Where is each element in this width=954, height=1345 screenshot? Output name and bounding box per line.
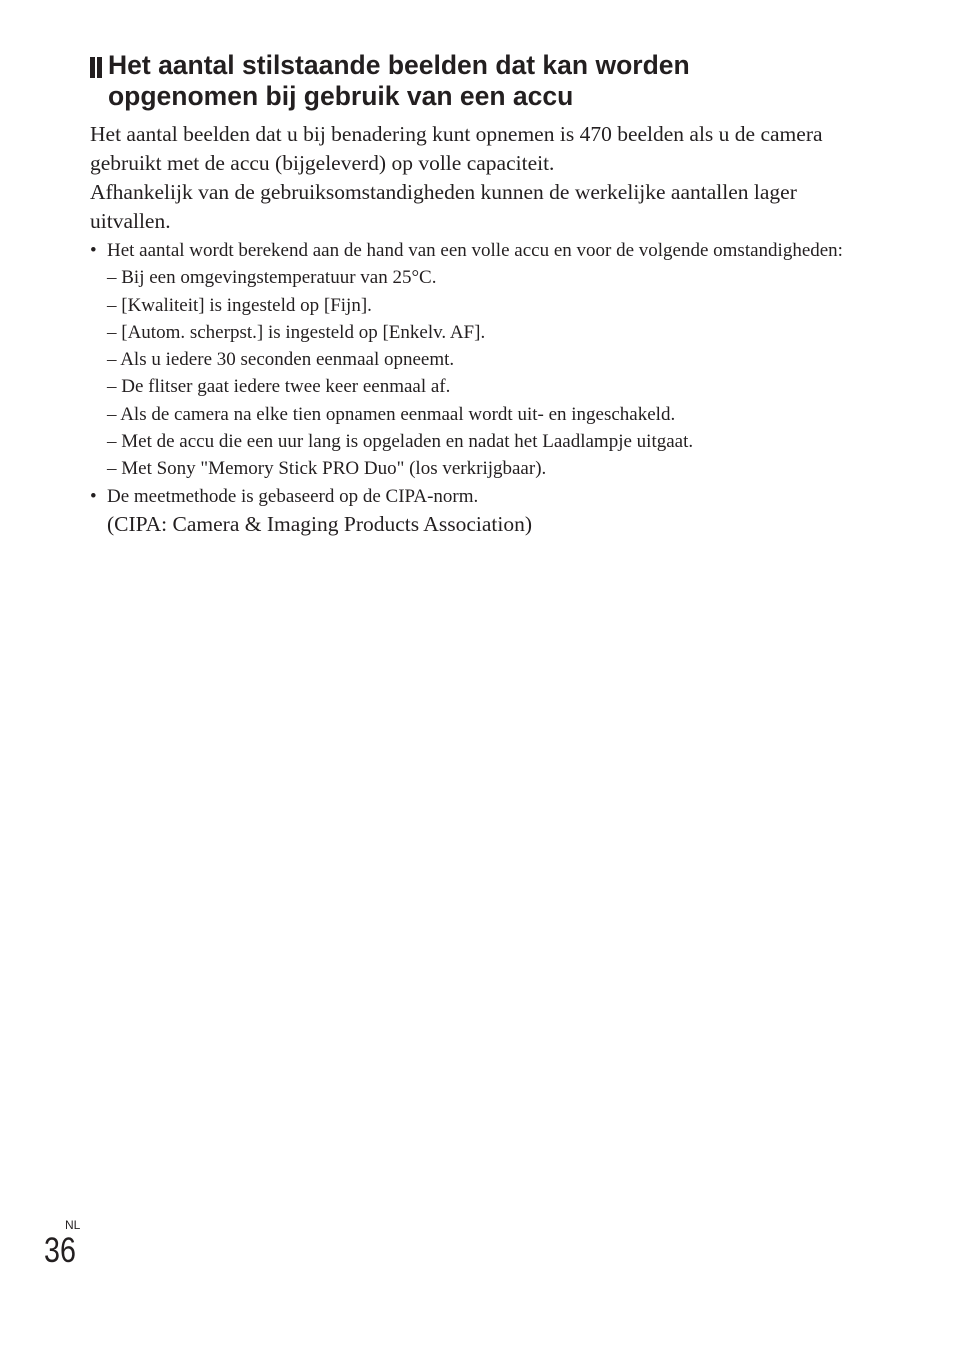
condition-item: – Als u iedere 30 seconden eenmaal opneemt.: [107, 349, 455, 371]
heading-marker-icon: [90, 57, 102, 78]
bullet-item-method: [90, 483, 850, 539]
condition-item: – Met Sony "Memory Stick PRO Duo" (los verkrijgbaar).: [107, 458, 547, 480]
condition-item: – Als de camera na elke tien opnamen eenmaal wordt uit- en ingeschakeld.: [107, 403, 676, 425]
bullet-item-calculation: [90, 237, 850, 483]
page-number: 36: [44, 1231, 76, 1270]
section-heading: [108, 50, 850, 112]
language-code: NL: [65, 1218, 81, 1232]
bullet-dot-icon: •: [90, 485, 97, 507]
section-header: [90, 50, 850, 112]
condition-item: – Bij een omgevingstemperatuur van 25°C.: [107, 267, 437, 289]
body-text: [90, 120, 850, 539]
bullet-text: Het aantal wordt berekend aan de hand van een volle accu en voor de volgende omstandigheden:: [107, 240, 843, 261]
paragraph-shot-count: Het aantal beelden dat u bij benadering kunt opnemen is 470 beelden als u de camera gebruikt met de accu (bijgeleverd) op volle capaciteit.: [90, 122, 823, 175]
condition-item: – [Autom. scherpst.] is ingesteld op [Enkelv. AF].: [107, 321, 486, 343]
cipa-note: (CIPA: Camera & Imaging Products Association): [107, 511, 532, 536]
heading-line-1: Het aantal stilstaande beelden dat kan worden: [108, 50, 690, 80]
bullet-dot-icon: •: [90, 240, 97, 261]
conditions-list: [107, 264, 850, 482]
condition-item: – Met de accu die een uur lang is opgeladen en nadat het Laadlampje uitgaat.: [107, 431, 694, 453]
condition-item: – [Kwaliteit] is ingesteld op [Fijn].: [107, 294, 372, 316]
page-footer: [44, 1218, 83, 1270]
bullet-text: De meetmethode is gebaseerd op de CIPA-norm.: [107, 485, 479, 507]
paragraph-conditions: Afhankelijk van de gebruiksomstandigheden kunnen de werkelijke aantallen lager uitvallen.: [90, 180, 797, 233]
condition-item: – De flitser gaat iedere twee keer eenmaal af.: [107, 376, 451, 398]
bullet-list: [90, 237, 850, 539]
heading-line-2: opgenomen bij gebruik van een accu: [108, 81, 574, 111]
